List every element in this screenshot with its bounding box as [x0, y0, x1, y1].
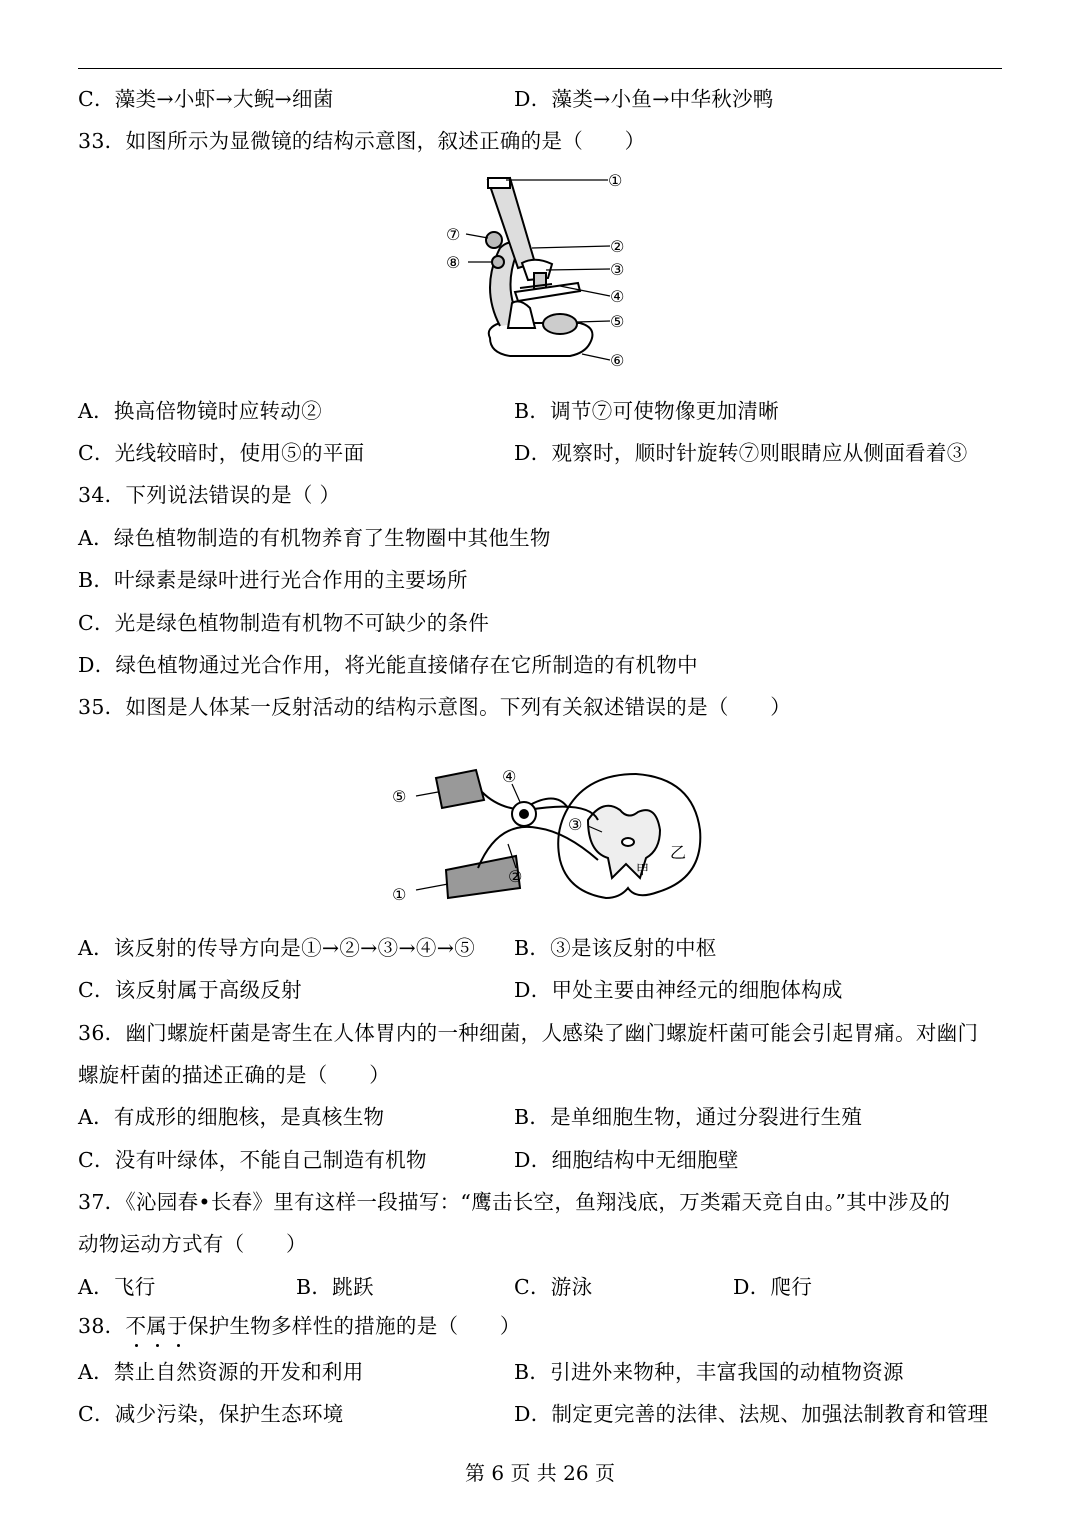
microscope-pillar [508, 301, 535, 328]
reflex-label-3: ③ [568, 815, 583, 834]
q35-stem: 35．如图是人体某一反射活动的结构示意图。下列有关叙述错误的是（ ） [78, 695, 792, 719]
micro-label-4: ④ [610, 287, 625, 306]
q34-option-a: A．绿色植物制造的有机物养育了生物圈中其他生物 [78, 526, 551, 550]
q36-option-b: B．是单细胞生物，通过分裂进行生殖 [514, 1105, 863, 1129]
q32-option-d: D．藻类→小鱼→中华秋沙鸭 [514, 87, 774, 111]
micro-label-5: ⑤ [610, 312, 625, 331]
q33-option-a: A．换高倍物镜时应转动② [78, 399, 322, 423]
q37-option-d: D．爬行 [733, 1275, 813, 1299]
q34-stem: 34．下列说法错误的是（ ） [78, 483, 341, 507]
central-canal [622, 838, 634, 846]
q33-option-b: B．调节⑦可使物像更加清晰 [514, 399, 779, 423]
q36-option-a: A．有成形的细胞核，是真核生物 [78, 1105, 385, 1129]
q32-option-c: C．藻类→小虾→大鲵→细菌 [78, 87, 334, 111]
micro-label-3: ③ [610, 260, 625, 279]
reflex-label-2: ② [508, 867, 523, 886]
header-rule [78, 68, 1002, 69]
q38-number: 38． [78, 1314, 126, 1338]
q37-stem-line2: 动物运动方式有（ ） [78, 1232, 307, 1256]
q33-option-c: C．光线较暗时，使用⑤的平面 [78, 441, 365, 465]
micro-label-7: ⑦ [446, 225, 461, 244]
q34-option-d: D．绿色植物通过光合作用，将光能直接储存在它所制造的有机物中 [78, 653, 698, 677]
q38-option-c: C．减少污染，保护生态环境 [78, 1402, 344, 1426]
microscope-fine-knob [492, 256, 504, 268]
q38-option-a: A．禁止自然资源的开发和利用 [78, 1360, 364, 1384]
reflex-label-4: ④ [502, 767, 517, 786]
micro-label-2: ② [610, 237, 625, 256]
q33-option-d: D．观察时，顺时针旋转⑦则眼睛应从侧面看着③ [514, 441, 968, 465]
reflex-label-jia: 甲 [636, 863, 650, 878]
q36-option-c: C．没有叶绿体，不能自己制造有机物 [78, 1148, 427, 1172]
effector-muscle [436, 770, 484, 808]
q38-stem-rest: 保护生物多样性的措施的是（ ） [187, 1314, 521, 1338]
emphasis-dot [135, 1344, 138, 1347]
q34-option-c: C．光是绿色植物制造有机物不可缺少的条件 [78, 611, 490, 635]
q35-option-a: A．该反射的传导方向是①→②→③→④→⑤ [78, 936, 476, 960]
q38-emphasis [126, 1314, 188, 1338]
q38-option-d: D．制定更完善的法律、法规、加强法制教育和管理 [514, 1402, 989, 1426]
micro-label-1: ① [608, 171, 623, 190]
q38-option-b: B．引进外来物种，丰富我国的动植物资源 [514, 1360, 904, 1384]
micro-label-8: ⑧ [446, 253, 461, 272]
emphasis-dot [156, 1344, 159, 1347]
micro-label-6: ⑥ [610, 351, 625, 370]
q35-option-b: B．③是该反射的中枢 [514, 936, 717, 960]
q37-stem-line1: 37．《沁园春•长春》里有这样一段描写：“鹰击长空，鱼翔浅底，万类霜天竞自由。”其中涉及的 [78, 1190, 951, 1214]
reflex-arc-figure [388, 760, 708, 910]
reflex-label-1: ① [392, 885, 407, 904]
microscope-base [489, 323, 593, 356]
ganglion-body [520, 810, 528, 818]
q38-stem [78, 1311, 521, 1341]
emphasis-dot [177, 1344, 180, 1347]
q37-option-b: B．跳跃 [296, 1275, 374, 1299]
q34-option-b: B．叶绿素是绿叶进行光合作用的主要场所 [78, 568, 468, 592]
q37-option-c: C．游泳 [514, 1275, 593, 1299]
reflex-label-5: ⑤ [392, 787, 407, 806]
q35-option-d: D．甲处主要由神经元的细胞体构成 [514, 978, 843, 1002]
page-footer: 第 6 页 共 26 页 [465, 1461, 615, 1485]
microscope-figure [440, 168, 640, 378]
q33-stem: 33．如图所示为显微镜的结构示意图，叙述正确的是（ ） [78, 129, 646, 153]
q38-emphasis-text: 不属于 [125, 1314, 188, 1338]
reflex-label-yi: 乙 [670, 843, 687, 862]
q36-option-d: D．细胞结构中无细胞壁 [514, 1148, 739, 1172]
microscope-stage [515, 283, 580, 301]
q35-option-c: C．该反射属于高级反射 [78, 978, 302, 1002]
microscope-mirror [543, 314, 577, 334]
q37-option-a: A．飞行 [78, 1275, 156, 1299]
q36-stem-line2: 螺旋杆菌的描述正确的是（ ） [78, 1063, 390, 1087]
q36-stem-line1: 36．幽门螺旋杆菌是寄生在人体胃内的一种细菌，人感染了幽门螺旋杆菌可能会引起胃痛。对幽门 [78, 1021, 979, 1045]
microscope-coarse-knob [486, 232, 502, 248]
